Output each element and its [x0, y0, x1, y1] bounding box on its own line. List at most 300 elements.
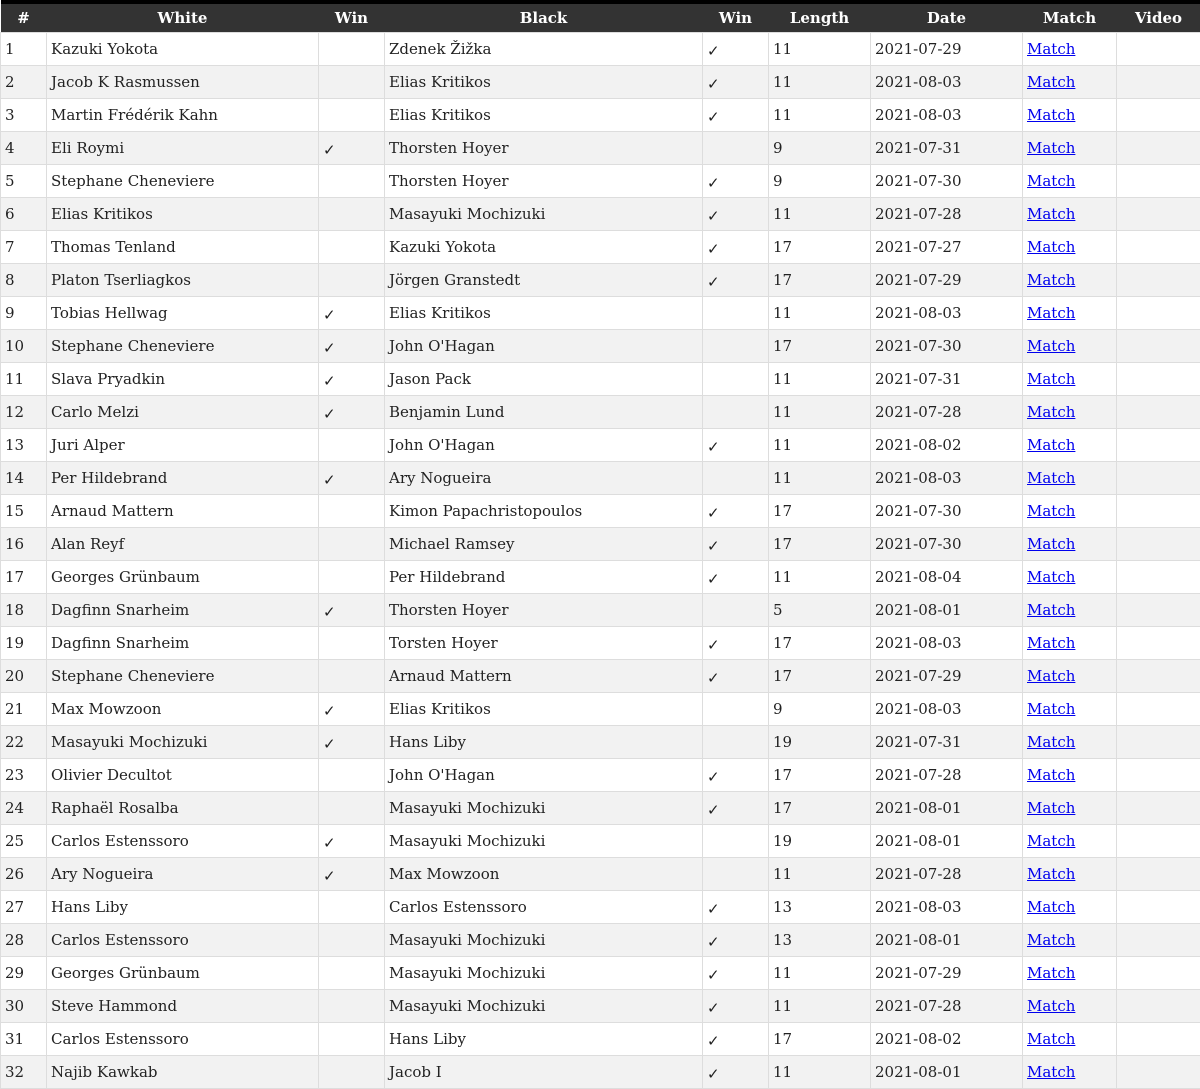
black-win-check-cell [703, 32, 769, 65]
black-player-cell: Benjamin Lund [385, 395, 703, 428]
match-length-cell: 11 [769, 98, 871, 131]
black-win-check: ✓ [707, 570, 720, 588]
black-win-check: ✓ [707, 108, 720, 126]
match-date-cell: 2021-08-03 [871, 626, 1023, 659]
match-link[interactable]: Match [1027, 700, 1075, 718]
match-date-cell: 2021-07-29 [871, 263, 1023, 296]
match-date-cell: 2021-08-01 [871, 923, 1023, 956]
black-player-cell: Masayuki Mochizuki [385, 989, 703, 1022]
match-link[interactable]: Match [1027, 898, 1075, 916]
match-length-cell: 11 [769, 32, 871, 65]
black-player-cell: Kimon Papachristopoulos [385, 494, 703, 527]
match-link[interactable]: Match [1027, 370, 1075, 388]
white-win-check: ✓ [323, 405, 336, 423]
video-cell-cell [1117, 1022, 1200, 1055]
black-win-check-cell [703, 131, 769, 164]
table-row [1, 65, 1200, 98]
match-date-cell: 2021-07-28 [871, 197, 1023, 230]
white-win-check-cell [319, 593, 385, 626]
table-row [1, 527, 1200, 560]
match-length-cell: 11 [769, 1055, 871, 1088]
table-row [1, 329, 1200, 362]
black-win-check-cell [703, 692, 769, 725]
black-player-cell: Masayuki Mochizuki [385, 956, 703, 989]
match-link-cell [1023, 725, 1117, 758]
black-win-check-cell [703, 329, 769, 362]
row-number-cell: 32 [1, 1055, 47, 1088]
white-win-check-cell [319, 395, 385, 428]
white-win-check: ✓ [323, 702, 336, 720]
header-video: Video [1117, 2, 1200, 32]
match-length-cell: 17 [769, 494, 871, 527]
match-link[interactable]: Match [1027, 271, 1075, 289]
header-match: Match [1023, 2, 1117, 32]
white-player-cell: Olivier Decultot [47, 758, 319, 791]
match-length-cell: 17 [769, 791, 871, 824]
table-row [1, 395, 1200, 428]
black-win-check-cell [703, 626, 769, 659]
black-win-check-cell [703, 923, 769, 956]
match-date-cell: 2021-07-30 [871, 164, 1023, 197]
match-date-cell: 2021-07-31 [871, 725, 1023, 758]
match-link-cell [1023, 824, 1117, 857]
white-player-cell: Per Hildebrand [47, 461, 319, 494]
row-number-cell: 17 [1, 560, 47, 593]
match-date-cell: 2021-08-01 [871, 1055, 1023, 1088]
table-row [1, 989, 1200, 1022]
white-player-cell: Stephane Cheneviere [47, 329, 319, 362]
black-win-check: ✓ [707, 75, 720, 93]
white-win-check-cell [319, 197, 385, 230]
black-player-cell: Hans Liby [385, 1022, 703, 1055]
table-row [1, 956, 1200, 989]
white-win-check-cell [319, 923, 385, 956]
match-length-cell: 11 [769, 197, 871, 230]
match-length-cell: 17 [769, 758, 871, 791]
black-player-cell: Zdenek Žižka [385, 32, 703, 65]
match-link[interactable]: Match [1027, 799, 1075, 817]
table-row [1, 131, 1200, 164]
video-cell-cell [1117, 725, 1200, 758]
black-win-check-cell [703, 197, 769, 230]
match-link-cell [1023, 197, 1117, 230]
header-white: White [47, 2, 319, 32]
white-win-check-cell [319, 65, 385, 98]
header-length: Length [769, 2, 871, 32]
black-win-check-cell [703, 560, 769, 593]
match-link-cell [1023, 329, 1117, 362]
match-link[interactable]: Match [1027, 238, 1075, 256]
white-win-check-cell [319, 362, 385, 395]
black-win-check-cell [703, 956, 769, 989]
row-number-cell: 10 [1, 329, 47, 362]
match-link[interactable]: Match [1027, 502, 1075, 520]
black-player-cell: Thorsten Hoyer [385, 131, 703, 164]
row-number-cell: 22 [1, 725, 47, 758]
row-number-cell: 18 [1, 593, 47, 626]
match-date-cell: 2021-07-28 [871, 989, 1023, 1022]
match-length-cell: 11 [769, 461, 871, 494]
match-link[interactable]: Match [1027, 1030, 1075, 1048]
match-length-cell: 19 [769, 725, 871, 758]
black-win-check-cell [703, 659, 769, 692]
black-player-cell: John O'Hagan [385, 428, 703, 461]
match-link-cell [1023, 395, 1117, 428]
table-row [1, 263, 1200, 296]
video-cell-cell [1117, 428, 1200, 461]
white-player-cell: Dagfinn Snarheim [47, 626, 319, 659]
black-player-cell: Masayuki Mochizuki [385, 791, 703, 824]
white-win-check-cell [319, 461, 385, 494]
black-win-check-cell [703, 494, 769, 527]
black-win-check: ✓ [707, 174, 720, 192]
match-link-cell [1023, 593, 1117, 626]
match-link-cell [1023, 956, 1117, 989]
table-row [1, 428, 1200, 461]
black-player-cell: Ary Nogueira [385, 461, 703, 494]
table-row [1, 593, 1200, 626]
table-row [1, 1055, 1200, 1088]
white-player-cell: Thomas Tenland [47, 230, 319, 263]
match-length-cell: 11 [769, 362, 871, 395]
video-cell-cell [1117, 692, 1200, 725]
white-player-cell: Stephane Cheneviere [47, 164, 319, 197]
white-win-check-cell [319, 527, 385, 560]
match-date-cell: 2021-07-31 [871, 131, 1023, 164]
black-win-check: ✓ [707, 801, 720, 819]
black-player-cell: Masayuki Mochizuki [385, 923, 703, 956]
match-length-cell: 17 [769, 626, 871, 659]
row-number-cell: 3 [1, 98, 47, 131]
row-number-cell: 27 [1, 890, 47, 923]
white-win-check-cell [319, 560, 385, 593]
match-date-cell: 2021-08-01 [871, 791, 1023, 824]
match-link[interactable]: Match [1027, 73, 1075, 91]
white-win-check-cell [319, 131, 385, 164]
black-win-check: ✓ [707, 504, 720, 522]
match-link-cell [1023, 659, 1117, 692]
match-length-cell: 17 [769, 263, 871, 296]
match-date-cell: 2021-08-03 [871, 461, 1023, 494]
video-cell-cell [1117, 164, 1200, 197]
video-cell-cell [1117, 197, 1200, 230]
match-length-cell: 11 [769, 296, 871, 329]
black-win-check: ✓ [707, 669, 720, 687]
video-cell-cell [1117, 329, 1200, 362]
row-number-cell: 2 [1, 65, 47, 98]
match-link-cell [1023, 758, 1117, 791]
black-win-check-cell [703, 989, 769, 1022]
row-number-cell: 8 [1, 263, 47, 296]
match-link[interactable]: Match [1027, 106, 1075, 124]
match-link-cell [1023, 461, 1117, 494]
match-link-cell [1023, 131, 1117, 164]
black-win-check-cell [703, 1055, 769, 1088]
black-win-check-cell [703, 296, 769, 329]
table-row [1, 1022, 1200, 1055]
table-row [1, 32, 1200, 65]
row-number-cell: 30 [1, 989, 47, 1022]
table-row [1, 824, 1200, 857]
black-win-check: ✓ [707, 1032, 720, 1050]
white-win-check-cell [319, 164, 385, 197]
white-win-check: ✓ [323, 603, 336, 621]
row-number-cell: 31 [1, 1022, 47, 1055]
video-cell-cell [1117, 527, 1200, 560]
black-win-check: ✓ [707, 537, 720, 555]
black-player-cell: Carlos Estenssoro [385, 890, 703, 923]
match-length-cell: 9 [769, 164, 871, 197]
video-cell-cell [1117, 923, 1200, 956]
table-row [1, 197, 1200, 230]
white-win-check-cell [319, 890, 385, 923]
white-win-check: ✓ [323, 867, 336, 885]
video-cell-cell [1117, 626, 1200, 659]
white-win-check-cell [319, 857, 385, 890]
match-length-cell: 13 [769, 890, 871, 923]
black-win-check: ✓ [707, 999, 720, 1017]
match-length-cell: 17 [769, 527, 871, 560]
white-player-cell: Georges Grünbaum [47, 560, 319, 593]
match-date-cell: 2021-07-30 [871, 329, 1023, 362]
match-link[interactable]: Match [1027, 469, 1075, 487]
match-link[interactable]: Match [1027, 601, 1075, 619]
match-link[interactable]: Match [1027, 337, 1075, 355]
match-date-cell: 2021-07-29 [871, 956, 1023, 989]
video-cell-cell [1117, 65, 1200, 98]
match-length-cell: 11 [769, 65, 871, 98]
table-row [1, 164, 1200, 197]
match-length-cell: 17 [769, 329, 871, 362]
row-number-cell: 21 [1, 692, 47, 725]
white-player-cell: Stephane Cheneviere [47, 659, 319, 692]
match-link-cell [1023, 560, 1117, 593]
video-cell-cell [1117, 857, 1200, 890]
table-row [1, 725, 1200, 758]
black-player-cell: Masayuki Mochizuki [385, 197, 703, 230]
video-cell-cell [1117, 593, 1200, 626]
white-win-check-cell [319, 626, 385, 659]
table-row [1, 494, 1200, 527]
table-row [1, 296, 1200, 329]
video-cell-cell [1117, 758, 1200, 791]
match-length-cell: 11 [769, 395, 871, 428]
match-length-cell: 11 [769, 857, 871, 890]
match-link[interactable]: Match [1027, 172, 1075, 190]
match-link[interactable]: Match [1027, 535, 1075, 553]
table-row [1, 791, 1200, 824]
black-win-check: ✓ [707, 966, 720, 984]
white-win-check-cell [319, 956, 385, 989]
white-win-check-cell [319, 758, 385, 791]
black-win-check: ✓ [707, 1065, 720, 1083]
video-cell-cell [1117, 230, 1200, 263]
match-link-cell [1023, 428, 1117, 461]
black-player-cell: Masayuki Mochizuki [385, 824, 703, 857]
table-row [1, 98, 1200, 131]
white-player-cell: Dagfinn Snarheim [47, 593, 319, 626]
video-cell-cell [1117, 263, 1200, 296]
match-date-cell: 2021-07-30 [871, 494, 1023, 527]
match-length-cell: 11 [769, 989, 871, 1022]
row-number-cell: 12 [1, 395, 47, 428]
match-link-cell [1023, 296, 1117, 329]
black-player-cell: Kazuki Yokota [385, 230, 703, 263]
table-body [1, 32, 1200, 1088]
match-link-cell [1023, 65, 1117, 98]
match-link-cell [1023, 1022, 1117, 1055]
black-player-cell: Thorsten Hoyer [385, 164, 703, 197]
black-player-cell: Per Hildebrand [385, 560, 703, 593]
match-date-cell: 2021-08-02 [871, 428, 1023, 461]
black-win-check-cell [703, 791, 769, 824]
table-row [1, 461, 1200, 494]
black-win-check: ✓ [707, 438, 720, 456]
white-player-cell: Najib Kawkab [47, 1055, 319, 1088]
row-number-cell: 14 [1, 461, 47, 494]
row-number-cell: 24 [1, 791, 47, 824]
black-player-cell: Elias Kritikos [385, 98, 703, 131]
match-date-cell: 2021-08-04 [871, 560, 1023, 593]
match-link[interactable]: Match [1027, 931, 1075, 949]
table-row [1, 362, 1200, 395]
match-link[interactable]: Match [1027, 403, 1075, 421]
white-player-cell: Ary Nogueira [47, 857, 319, 890]
black-win-check: ✓ [707, 207, 720, 225]
table-row [1, 857, 1200, 890]
match-link[interactable]: Match [1027, 40, 1075, 58]
match-link[interactable]: Match [1027, 304, 1075, 322]
black-win-check: ✓ [707, 900, 720, 918]
black-win-check-cell [703, 263, 769, 296]
match-link-cell [1023, 263, 1117, 296]
white-win-check-cell [319, 494, 385, 527]
match-link[interactable]: Match [1027, 139, 1075, 157]
header-number: # [1, 2, 47, 32]
match-date-cell: 2021-07-27 [871, 230, 1023, 263]
match-link[interactable]: Match [1027, 634, 1075, 652]
row-number-cell: 6 [1, 197, 47, 230]
video-cell-cell [1117, 989, 1200, 1022]
match-link[interactable]: Match [1027, 733, 1075, 751]
black-player-cell: Michael Ramsey [385, 527, 703, 560]
row-number-cell: 29 [1, 956, 47, 989]
video-cell-cell [1117, 791, 1200, 824]
match-link[interactable]: Match [1027, 964, 1075, 982]
table-row [1, 626, 1200, 659]
match-link-cell [1023, 923, 1117, 956]
black-win-check-cell [703, 461, 769, 494]
match-link[interactable]: Match [1027, 568, 1075, 586]
white-player-cell: Masayuki Mochizuki [47, 725, 319, 758]
row-number-cell: 20 [1, 659, 47, 692]
match-link-cell [1023, 527, 1117, 560]
white-win-check-cell [319, 230, 385, 263]
match-link-cell [1023, 230, 1117, 263]
white-win-check: ✓ [323, 339, 336, 357]
match-link[interactable]: Match [1027, 865, 1075, 883]
video-cell-cell [1117, 131, 1200, 164]
match-date-cell: 2021-08-01 [871, 824, 1023, 857]
video-cell-cell [1117, 296, 1200, 329]
match-link-cell [1023, 362, 1117, 395]
match-length-cell: 13 [769, 923, 871, 956]
black-player-cell: Jason Pack [385, 362, 703, 395]
white-player-cell: Slava Pryadkin [47, 362, 319, 395]
match-length-cell: 19 [769, 824, 871, 857]
match-date-cell: 2021-08-02 [871, 1022, 1023, 1055]
white-win-check-cell [319, 791, 385, 824]
header-white-win: Win [319, 2, 385, 32]
match-date-cell: 2021-08-01 [871, 593, 1023, 626]
white-win-check: ✓ [323, 372, 336, 390]
white-player-cell: Martin Frédérik Kahn [47, 98, 319, 131]
match-link-cell [1023, 989, 1117, 1022]
black-player-cell: Hans Liby [385, 725, 703, 758]
match-link[interactable]: Match [1027, 205, 1075, 223]
black-player-cell: John O'Hagan [385, 329, 703, 362]
match-link[interactable]: Match [1027, 1063, 1075, 1081]
match-link[interactable]: Match [1027, 997, 1075, 1015]
match-link[interactable]: Match [1027, 667, 1075, 685]
match-link-cell [1023, 890, 1117, 923]
row-number-cell: 23 [1, 758, 47, 791]
match-link-cell [1023, 1055, 1117, 1088]
row-number-cell: 13 [1, 428, 47, 461]
white-win-check-cell [319, 824, 385, 857]
white-win-check: ✓ [323, 306, 336, 324]
match-link-cell [1023, 692, 1117, 725]
black-win-check: ✓ [707, 933, 720, 951]
black-win-check-cell [703, 395, 769, 428]
white-win-check-cell [319, 98, 385, 131]
black-player-cell: Elias Kritikos [385, 65, 703, 98]
white-win-check-cell [319, 1022, 385, 1055]
white-player-cell: Georges Grünbaum [47, 956, 319, 989]
white-player-cell: Juri Alper [47, 428, 319, 461]
video-cell-cell [1117, 824, 1200, 857]
white-player-cell: Carlos Estenssoro [47, 1022, 319, 1055]
black-win-check-cell [703, 65, 769, 98]
white-win-check: ✓ [323, 471, 336, 489]
black-player-cell: Torsten Hoyer [385, 626, 703, 659]
match-date-cell: 2021-07-30 [871, 527, 1023, 560]
row-number-cell: 5 [1, 164, 47, 197]
black-win-check-cell [703, 824, 769, 857]
match-link[interactable]: Match [1027, 832, 1075, 850]
white-player-cell: Platon Tserliagkos [47, 263, 319, 296]
white-win-check-cell [319, 725, 385, 758]
black-win-check: ✓ [707, 273, 720, 291]
black-win-check: ✓ [707, 240, 720, 258]
black-win-check-cell [703, 758, 769, 791]
black-win-check-cell [703, 857, 769, 890]
white-win-check-cell [319, 296, 385, 329]
match-link[interactable]: Match [1027, 436, 1075, 454]
white-win-check-cell [319, 428, 385, 461]
black-win-check: ✓ [707, 42, 720, 60]
table-row [1, 560, 1200, 593]
header-black-win: Win [703, 2, 769, 32]
match-date-cell: 2021-07-28 [871, 395, 1023, 428]
white-win-check-cell [319, 659, 385, 692]
white-player-cell: Max Mowzoon [47, 692, 319, 725]
match-length-cell: 17 [769, 230, 871, 263]
match-link[interactable]: Match [1027, 766, 1075, 784]
black-win-check-cell [703, 230, 769, 263]
video-cell-cell [1117, 659, 1200, 692]
video-cell-cell [1117, 362, 1200, 395]
